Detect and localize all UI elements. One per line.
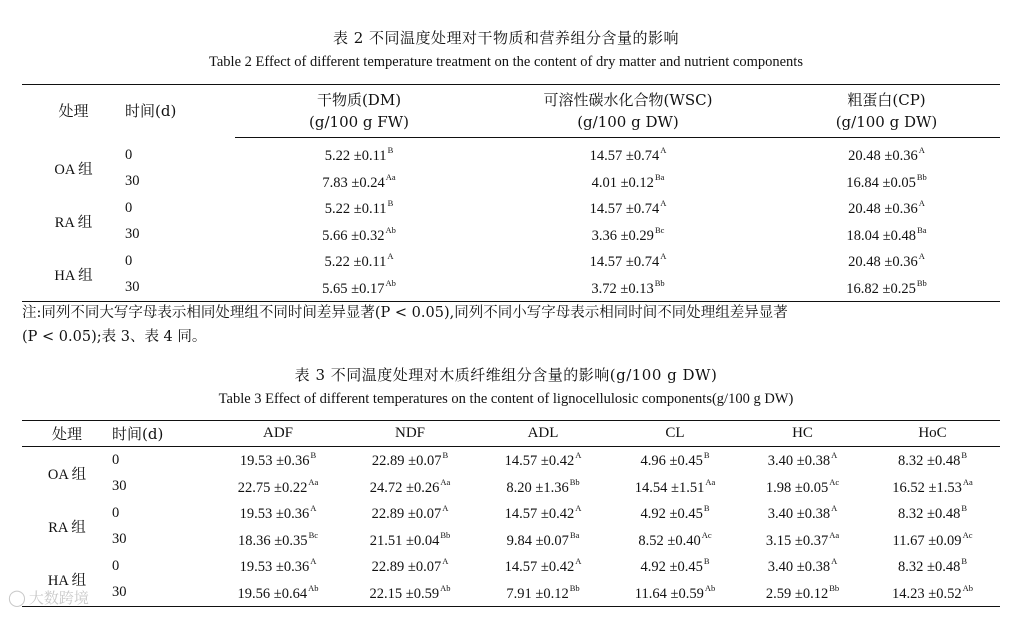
- ndf-cell: $22.15 \pm 0.59^{Ab}$: [369, 582, 451, 602]
- adf-cell: $19.56 \pm 0.64^{Ab}$: [237, 582, 319, 602]
- hc-cell: $3.15 \pm 0.37^{Aa}$: [765, 529, 840, 549]
- table2-caption-en: Table 2 Effect of different temperature treatment on the content of dry matter and nutrient components: [209, 54, 803, 70]
- t2-header-cp-unit: (g/100 g DW): [773, 111, 1000, 138]
- adl-cell: $14.57 \pm 0.42^A$: [504, 556, 582, 576]
- t3-header-7: HoC: [865, 421, 1000, 447]
- table-row: [22, 195, 1000, 222]
- hc-cell: $1.98 \pm 0.05^{Ac}$: [765, 476, 840, 496]
- group-label: HA 组: [47, 573, 87, 589]
- watermark-text: 大数跨境: [28, 589, 89, 607]
- t2-header-wsc-unit: (g/100 g DW): [483, 111, 773, 138]
- table2: [22, 84, 1000, 302]
- dm-cell: $5.22 \pm 0.11^B$: [324, 198, 394, 218]
- table-row: [22, 527, 1000, 554]
- adl-cell: $9.84 \pm 0.07^{Ba}$: [506, 529, 580, 549]
- time-cell: 30: [112, 531, 127, 548]
- ndf-cell: $22.89 \pm 0.07^A$: [371, 556, 449, 576]
- wsc-cell: $14.57 \pm 0.74^A$: [589, 145, 667, 165]
- cl-cell: $4.96 \pm 0.45^B$: [640, 450, 710, 470]
- adf-cell: $18.36 \pm 0.35^{Bc}$: [237, 529, 319, 549]
- adl-cell: $8.20 \pm 1.36^{Bb}$: [506, 476, 580, 496]
- hoc-cell: $8.32 \pm 0.48^B$: [897, 503, 967, 523]
- cl-cell: $11.64 \pm 0.59^{Ab}$: [634, 582, 716, 602]
- cp-cell: $16.84 \pm 0.05^{Bb}$: [846, 171, 927, 191]
- hoc-cell: $8.32 \pm 0.48^B$: [897, 556, 967, 576]
- adf-cell: $19.53 \pm 0.36^B$: [239, 450, 317, 470]
- adl-cell: $14.57 \pm 0.42^A$: [504, 503, 582, 523]
- t3-header-5: CL: [610, 421, 740, 447]
- table-row: [22, 474, 1000, 501]
- hc-cell: $3.40 \pm 0.38^A$: [767, 450, 838, 470]
- t2-body: [22, 138, 1000, 302]
- time-cell: 30: [112, 584, 127, 601]
- time-cell: 0: [112, 451, 120, 468]
- group-label: OA 组: [47, 467, 87, 483]
- group-label: RA 组: [48, 520, 86, 536]
- time-cell: 0: [125, 146, 133, 163]
- note-line-2: (P < 0.05);表 3、表 4 同。: [22, 329, 207, 345]
- group-label: HA 组: [54, 268, 93, 284]
- wsc-cell: $14.57 \pm 0.74^A$: [589, 251, 667, 271]
- table-row: [22, 447, 1000, 474]
- t3-header-3: NDF: [344, 421, 476, 447]
- watermark-logo-icon: ◯: [8, 588, 26, 607]
- dm-cell: $5.22 \pm 0.11^B$: [324, 145, 394, 165]
- table2-caption-cn: 表 2 不同温度处理对干物质和营养组分含量的影响: [332, 29, 680, 47]
- cl-cell: $4.92 \pm 0.45^B$: [640, 556, 710, 576]
- table-note: [22, 301, 1002, 349]
- cp-cell: $20.48 \pm 0.36^A$: [848, 251, 925, 271]
- table3-caption-cn: 表 3 不同温度处理对木质纤维组分含量的影响(g/100 g DW): [294, 366, 718, 384]
- note-line-1: 注:同列不同大写字母表示相同处理组不同时间差异显著(P < 0.05),同列不同小写字母表示相同时间不同处理组差异显著: [22, 305, 788, 321]
- table-row: [22, 580, 1000, 607]
- hc-cell: $2.59 \pm 0.12^{Bb}$: [765, 582, 840, 602]
- cl-cell: $4.92 \pm 0.45^B$: [640, 503, 710, 523]
- hoc-cell: $8.32 \pm 0.48^B$: [897, 450, 967, 470]
- ndf-cell: $21.51 \pm 0.04^{Bb}$: [369, 529, 451, 549]
- table-row: [22, 222, 1000, 249]
- time-cell: 0: [112, 557, 120, 574]
- hoc-cell: $16.52 \pm 1.53^{Aa}$: [892, 476, 973, 496]
- cp-cell: $20.48 \pm 0.36^A$: [848, 198, 925, 218]
- t3-header-2: ADF: [212, 421, 344, 447]
- table-row: [22, 248, 1000, 275]
- hc-cell: $3.40 \pm 0.38^A$: [767, 556, 838, 576]
- wsc-cell: $3.36 \pm 0.29^{Bc}$: [591, 224, 665, 244]
- dm-cell: $7.83 \pm 0.24^{Aa}$: [322, 171, 396, 191]
- hoc-cell: $14.23 \pm 0.52^{Ab}$: [892, 582, 973, 602]
- t3-header-1: 时间(d): [112, 421, 212, 447]
- group-label: RA 组: [54, 215, 93, 231]
- cl-cell: $8.52 \pm 0.40^{Ac}$: [638, 529, 712, 549]
- t2-header-treatment: 处理: [58, 102, 89, 121]
- dm-cell: $5.22 \pm 0.11^A$: [324, 251, 394, 271]
- table-row: [22, 275, 1000, 302]
- cp-cell: $20.48 \pm 0.36^A$: [848, 145, 925, 165]
- table-row: [22, 138, 1000, 169]
- adl-cell: $14.57 \pm 0.42^A$: [504, 450, 582, 470]
- cp-cell: $18.04 \pm 0.48^{Ba}$: [846, 224, 927, 244]
- table3-caption-en: Table 3 Effect of different temperatures on the content of lignocellulosic components(g/100 g DW): [218, 391, 794, 407]
- time-cell: 0: [112, 504, 120, 521]
- cp-cell: $16.82 \pm 0.25^{Bb}$: [846, 277, 927, 297]
- wsc-cell: $14.57 \pm 0.74^A$: [589, 198, 667, 218]
- wsc-cell: $4.01 \pm 0.12^{Ba}$: [591, 171, 665, 191]
- ndf-cell: $22.89 \pm 0.07^B$: [371, 450, 449, 470]
- time-cell: 30: [112, 478, 127, 495]
- hc-cell: $3.40 \pm 0.38^A$: [767, 503, 838, 523]
- time-cell: 0: [125, 252, 133, 269]
- adf-cell: $22.75 \pm 0.22^{Aa}$: [237, 476, 319, 496]
- table3: [22, 420, 1000, 607]
- t2-header-dm: 干物质(DM): [316, 91, 402, 109]
- watermark: [8, 587, 89, 608]
- ndf-cell: $24.72 \pm 0.26^{Aa}$: [369, 476, 451, 496]
- t3-header-row: [22, 421, 1000, 447]
- table-row: [22, 553, 1000, 580]
- t3-header-0: 处理: [22, 421, 112, 447]
- t3-header-6: HC: [740, 421, 865, 447]
- dm-cell: $5.65 \pm 0.17^{Ab}$: [322, 277, 396, 297]
- dm-cell: $5.66 \pm 0.32^{Ab}$: [322, 224, 396, 244]
- adf-cell: $19.53 \pm 0.36^A$: [239, 556, 317, 576]
- time-cell: 30: [125, 173, 140, 190]
- ndf-cell: $22.89 \pm 0.07^A$: [371, 503, 449, 523]
- table-row: [22, 169, 1000, 196]
- group-label: OA 组: [54, 161, 93, 178]
- t2-header-time: 时间(d): [125, 102, 177, 121]
- t3-header-4: ADL: [476, 421, 610, 447]
- t3-body: [22, 447, 1000, 607]
- wsc-cell: $3.72 \pm 0.13^{Bb}$: [591, 277, 665, 297]
- time-cell: 30: [125, 279, 140, 296]
- time-cell: 30: [125, 226, 140, 243]
- t2-header-dm-unit: (g/100 g FW): [235, 111, 483, 138]
- adl-cell: $7.91 \pm 0.12^{Bb}$: [506, 582, 580, 602]
- hoc-cell: $11.67 \pm 0.09^{Ac}$: [892, 529, 973, 549]
- adf-cell: $19.53 \pm 0.36^A$: [239, 503, 317, 523]
- t2-header-cp: 粗蛋白(CP): [847, 91, 926, 109]
- t2-header-wsc: 可溶性碳水化合物(WSC): [543, 91, 713, 109]
- table-row: [22, 500, 1000, 527]
- cl-cell: $14.54 \pm 1.51^{Aa}$: [634, 476, 716, 496]
- time-cell: 0: [125, 199, 133, 216]
